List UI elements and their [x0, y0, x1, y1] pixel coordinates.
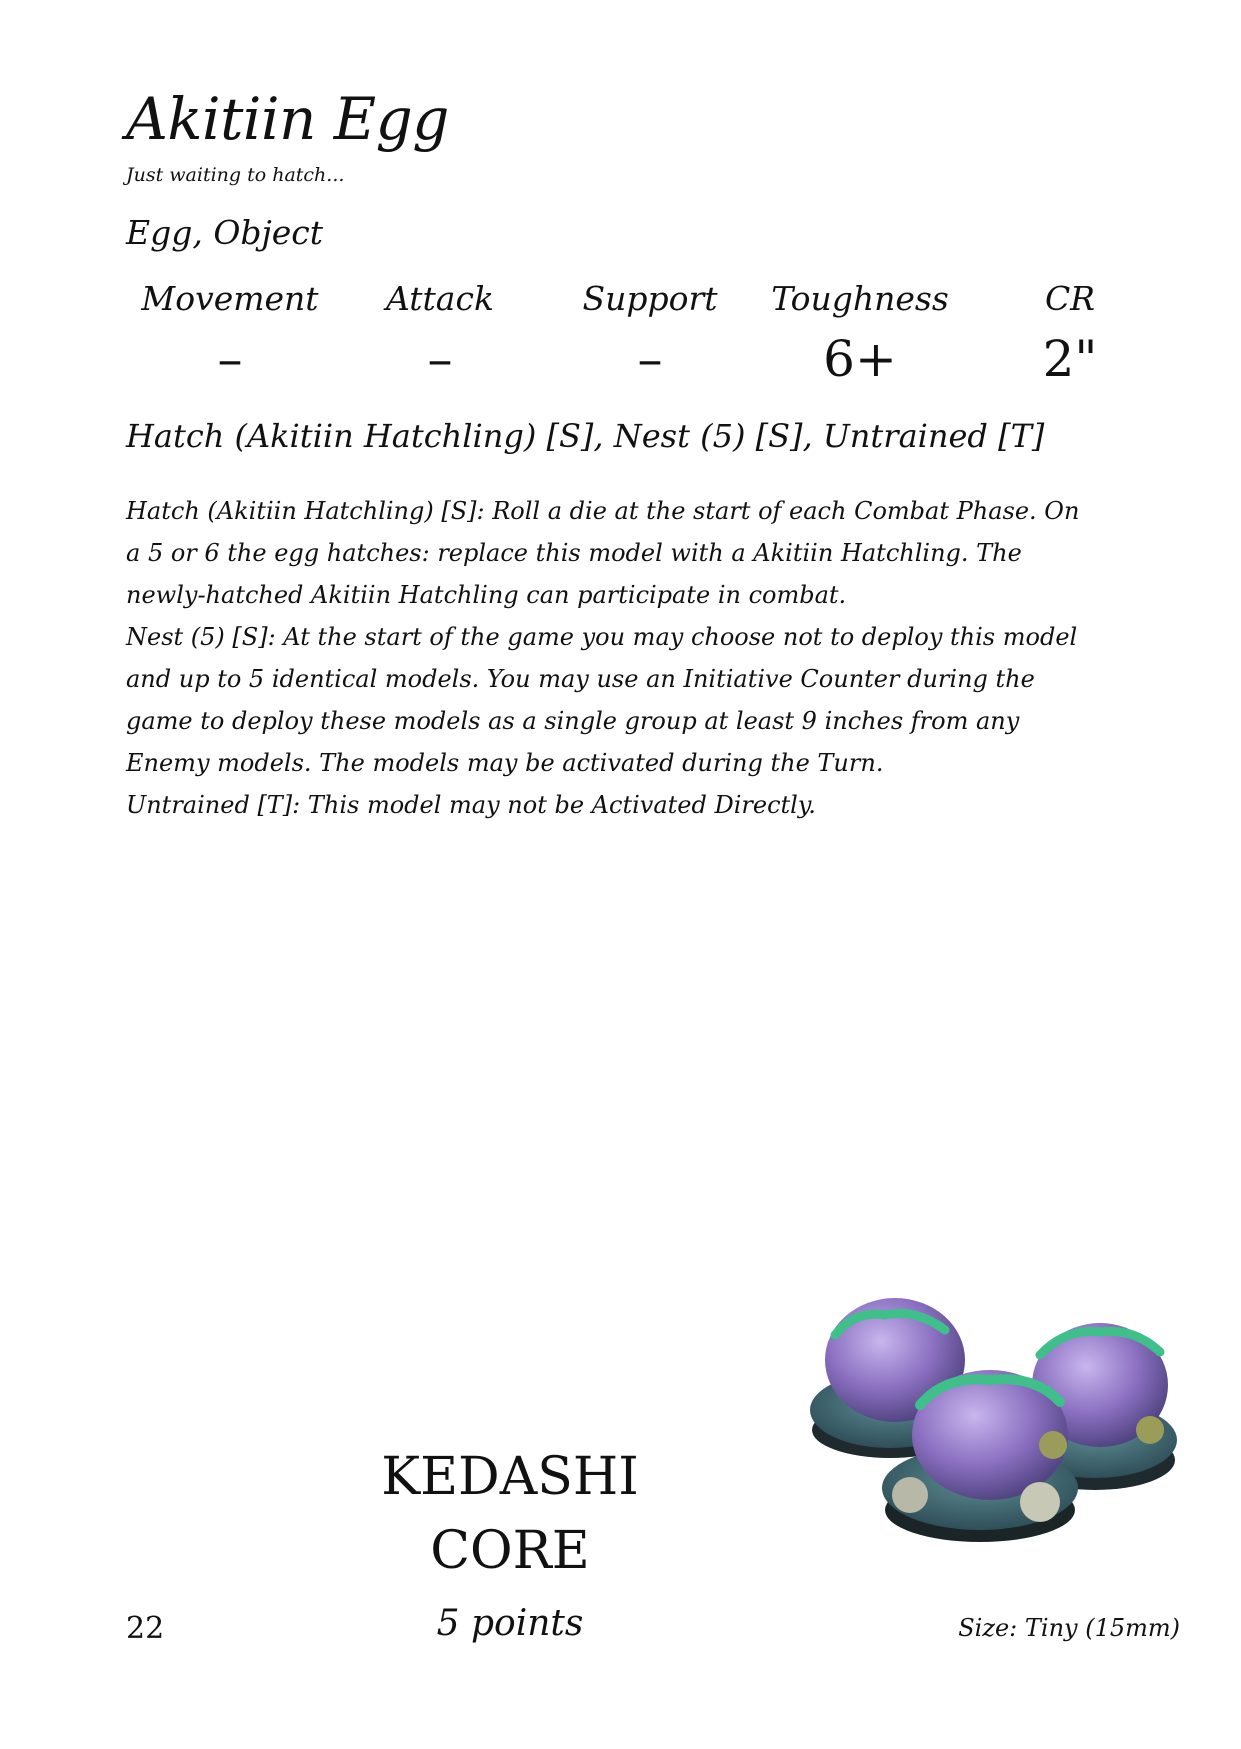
abilities-line: Hatch (Akitiin Hatchling) [S], Nest (5) [S], Untrained [T] — [126, 417, 1045, 455]
stat-label-cr: CR — [1044, 279, 1096, 318]
stat-label-attack: Attack — [386, 279, 494, 318]
card-tagline: Just waiting to hatch... — [126, 164, 345, 186]
rule-hatch: Hatch (Akitiin Hatchling) [S]: Roll a die at the start of each Combat Phase. On a 5 or 6 the egg hatches: replace this model with a Akitiin Hatchling. The newly-hatched Akitiin Hatchling can participate in combat. — [126, 497, 1080, 609]
rule-nest: Nest (5) [S]: At the start of the game you may choose not to deploy this model and up to 5 identical models. You may use an Initiative Counter during the game to deploy these models as a single group at least 9 inches from any Enemy models. The models may be activated during the Turn. — [126, 623, 1078, 777]
card-keywords: Egg, Object — [126, 213, 324, 252]
page-number: 22 — [126, 1611, 165, 1646]
stat-value-support: – — [637, 330, 663, 388]
stat-value-attack: – — [427, 330, 453, 388]
eggs-miniature-image — [795, 1280, 1185, 1550]
stat-label-movement: Movement — [141, 279, 319, 318]
stat-value-cr: 2" — [1042, 330, 1098, 388]
stat-value-toughness: 6+ — [823, 330, 897, 388]
points-cost: 5 points — [436, 1603, 584, 1644]
faction-name: KEDASHI — [381, 1447, 639, 1507]
stat-label-toughness: Toughness — [771, 279, 949, 318]
rule-untrained: Untrained [T]: This model may not be Activated Directly. — [126, 791, 816, 819]
faction-label — [300, 1440, 720, 1588]
stat-value-movement: – — [217, 330, 243, 388]
faction-category: CORE — [430, 1521, 590, 1581]
stat-label-support: Support — [582, 279, 718, 318]
rules-text — [126, 490, 1086, 826]
card-title: Akitiin Egg — [126, 85, 449, 153]
model-size: Size: Tiny (15mm) — [958, 1614, 1180, 1642]
